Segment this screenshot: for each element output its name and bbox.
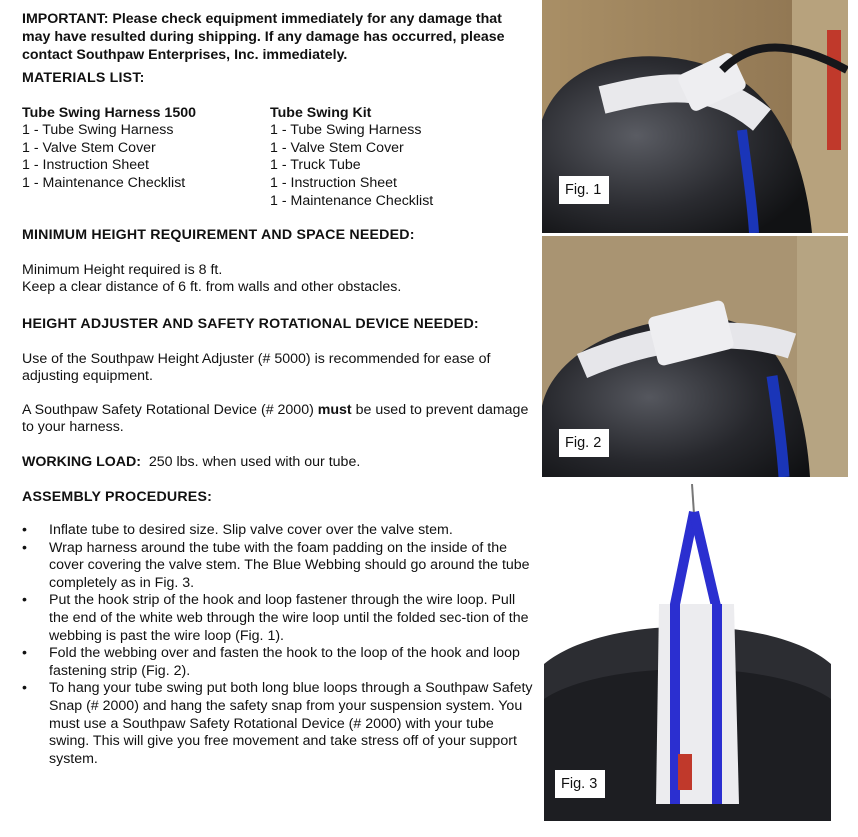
assembly-steps bbox=[22, 522, 534, 768]
list-item: 1 - Instruction Sheet bbox=[270, 174, 397, 191]
figure-2-photo bbox=[542, 236, 848, 477]
kit-list bbox=[270, 105, 433, 211]
assembly-heading: ASSEMBLY PROCEDURES: bbox=[22, 488, 213, 505]
list-item: • Fold the webbing over and fasten the hook to the loop of the hook and loop fastening strip (Fig. 2). bbox=[22, 645, 534, 680]
list-item: • Wrap harness around the tube with the foam padding on the inside of the cover covering the valve stem. The Blue Webbing should go around the tube completely as in Fig. 3. bbox=[22, 540, 534, 593]
working-load bbox=[22, 454, 534, 472]
adjuster-emphasis: must bbox=[317, 401, 352, 418]
adjuster-heading: HEIGHT ADJUSTER AND SAFETY ROTATIONAL DEVICE NEEDED: bbox=[22, 315, 479, 332]
list-item: 1 - Tube Swing Harness bbox=[22, 122, 174, 139]
adjuster-paragraph-1: Use of the Southpaw Height Adjuster (# 5000) is recommended for ease of adjusting equipment. bbox=[22, 350, 491, 385]
working-load-label: WORKING LOAD: bbox=[22, 453, 142, 470]
list-item: 1 - Tube Swing Harness bbox=[270, 122, 422, 139]
kit-title: Tube Swing Kit bbox=[270, 104, 372, 121]
harness-list bbox=[22, 105, 270, 211]
list-item: 1 - Truck Tube bbox=[270, 157, 361, 174]
materials-heading: MATERIALS LIST: bbox=[22, 70, 145, 86]
list-item: 1 - Instruction Sheet bbox=[22, 157, 149, 174]
working-load-value: 250 lbs. when used with our tube. bbox=[141, 453, 361, 470]
height-line-1: Minimum Height required is 8 ft. bbox=[22, 261, 223, 278]
height-heading: MINIMUM HEIGHT REQUIREMENT AND SPACE NEEDED: bbox=[22, 227, 415, 244]
list-item: • To hang your tube swing put both long blue loops through a Southpaw Safety Snap (# 2000) and hang the safety snap from your suspension system. You must use a Southpaw Safety Rotational Device (# 2000) with your tube swing. This will give you free movement and take stress off of your support system. bbox=[22, 680, 534, 768]
list-item: • Put the hook strip of the hook and loop fastener through the wire loop. Pull the end of the white web through the wire loop until the folded sec-tion of the webbing is past the wire loop (Fig. 1). bbox=[22, 592, 534, 645]
list-item: 1 - Maintenance Checklist bbox=[22, 174, 186, 191]
important-notice: IMPORTANT: Please check equipment immediately for any damage that may have resulted during shipping. If any damage has occurred, please contact Southpaw Enterprises, Inc. immediately. bbox=[22, 11, 505, 63]
figure-2-label: Fig. 2 bbox=[559, 429, 609, 457]
harness-title: Tube Swing Harness 1500 bbox=[22, 104, 196, 121]
height-line-2: Keep a clear distance of 6 ft. from walls and other obstacles. bbox=[22, 279, 402, 296]
figure-1-photo bbox=[542, 0, 848, 233]
adjuster-text-b: be used to prevent damage to your harness. bbox=[22, 401, 529, 436]
adjuster-text-a: A Southpaw Safety Rotational Device (# 2000) bbox=[22, 401, 318, 418]
list-item: • Inflate tube to desired size. Slip valve cover over the valve stem. bbox=[22, 522, 534, 540]
list-item: 1 - Maintenance Checklist bbox=[270, 192, 434, 209]
materials-lists bbox=[22, 105, 534, 211]
list-item: 1 - Valve Stem Cover bbox=[22, 139, 156, 156]
list-item: 1 - Valve Stem Cover bbox=[270, 139, 404, 156]
figure-1-label: Fig. 1 bbox=[559, 176, 609, 204]
figure-3-photo bbox=[544, 484, 831, 821]
adjuster-paragraph-2 bbox=[22, 402, 534, 437]
instruction-text-column bbox=[22, 10, 534, 768]
figure-3-label: Fig. 3 bbox=[555, 770, 605, 798]
